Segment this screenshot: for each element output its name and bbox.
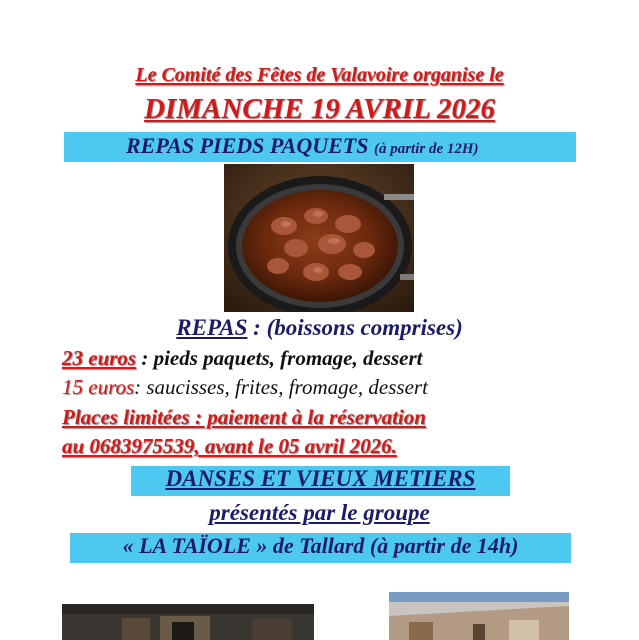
- menu-label: REPAS: [176, 315, 248, 340]
- building-image-right: [389, 592, 569, 640]
- menu-option-1: [62, 346, 423, 371]
- building-image-left: [62, 604, 314, 640]
- option-1-desc: : pieds paquets, fromage, dessert: [136, 346, 423, 370]
- option-2-price: 15 euros: [62, 375, 135, 399]
- event-date: DIMANCHE 19 AVRIL 2026: [143, 93, 496, 125]
- reservation-line-2: au 0683975539, avant le 05 avril 2026.: [62, 434, 397, 458]
- event-title: REPAS PIEDS PAQUETS: [126, 133, 369, 158]
- menu-heading: [0, 315, 639, 341]
- village-photo-left: [62, 604, 314, 640]
- organizer-line: Le Comité des Fêtes de Valavoire organise le: [135, 64, 504, 86]
- option-2-desc: : saucisses, frites, fromage, dessert: [134, 375, 428, 399]
- stew-pot-image: [224, 164, 414, 312]
- village-photo-right: [389, 592, 569, 640]
- entertainment-group: « LA TAÏOLE » de Tallard (à partir de 14h): [122, 533, 519, 558]
- event-time-note: (à partir de 12H): [373, 141, 479, 157]
- menu-option-2: [62, 375, 428, 400]
- dish-photo: [224, 164, 414, 312]
- event-title-line: [126, 133, 479, 159]
- entertainment-title: DANSES ET VIEUX METIERS: [165, 466, 476, 491]
- option-1-price: 23 euros: [62, 346, 137, 370]
- menu-label-suffix: : (boissons comprises): [247, 315, 463, 340]
- entertainment-presented-by: présentés par le groupe: [209, 500, 430, 525]
- reservation-line-1: Places limitées : paiement à la réservation: [62, 405, 426, 429]
